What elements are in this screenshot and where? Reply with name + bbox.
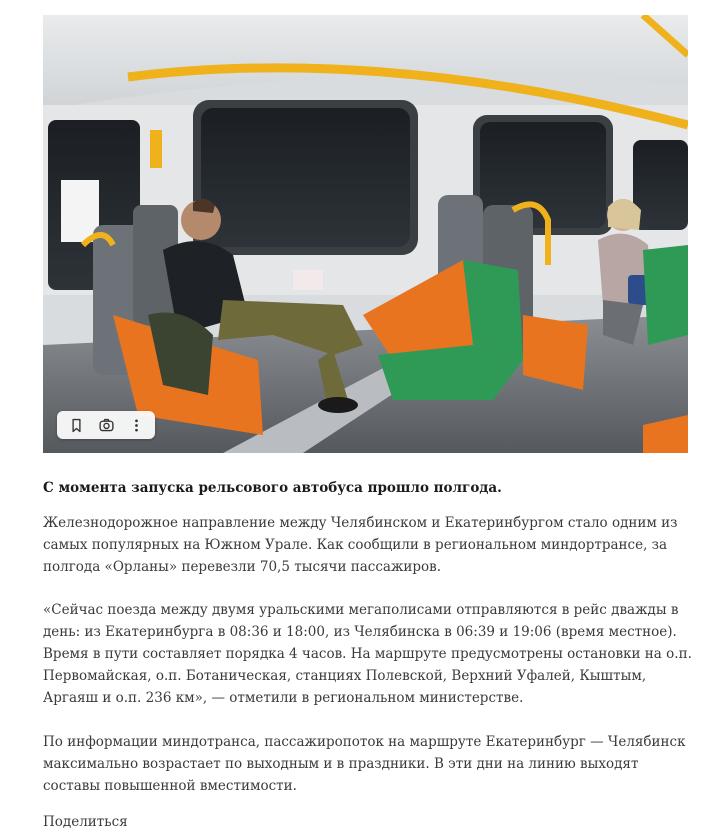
image-toolbar bbox=[57, 411, 155, 439]
article-paragraph-1: Железнодорожное направление между Челябинском и Екатеринбургом стало одним из самых популярных на Южном Урале. Как сообщили в региональном миндортрансе, за полгода «Орланы» перевезли 70,5 тысячи пассажиров. bbox=[43, 515, 678, 575]
bookmark-button[interactable] bbox=[61, 411, 91, 439]
image-search-button[interactable] bbox=[91, 411, 121, 439]
more-options-button[interactable] bbox=[121, 411, 151, 439]
train-interior-illustration bbox=[43, 15, 688, 453]
camera-search-icon bbox=[98, 417, 115, 434]
share-button[interactable]: Поделиться bbox=[43, 814, 128, 830]
article-paragraph-3: По информации миндотранса, пассажиропоток на маршруте Екатеринбург — Челябинск максимально возрастает по выходным и в праздники. В эти дни на линию выходят составы повышенной вместимости. bbox=[43, 734, 686, 794]
bookmark-icon bbox=[68, 417, 85, 434]
article-photo bbox=[43, 15, 688, 453]
photo-caption: С момента запуска рельсового автобуса прошло полгода. bbox=[43, 480, 502, 496]
more-vertical-icon bbox=[128, 417, 145, 434]
article-paragraph-2: «Сейчас поезда между двумя уральскими мегаполисами отправляются в рейс дважды в день: из Екатеринбурга в 08:36 и 18:00, из Челябинска в 06:39 и 19:06 (время местное). Время в пути составляет порядка 4 часов. На маршруте предусмотрены остановки на о.п. Первомайская, о.п. Ботаническая, станциях Полевской, Верхний Уфалей, Кыштым, Аргаяш и о.п. 236 км», — отметили в региональном министерстве. bbox=[43, 602, 692, 706]
